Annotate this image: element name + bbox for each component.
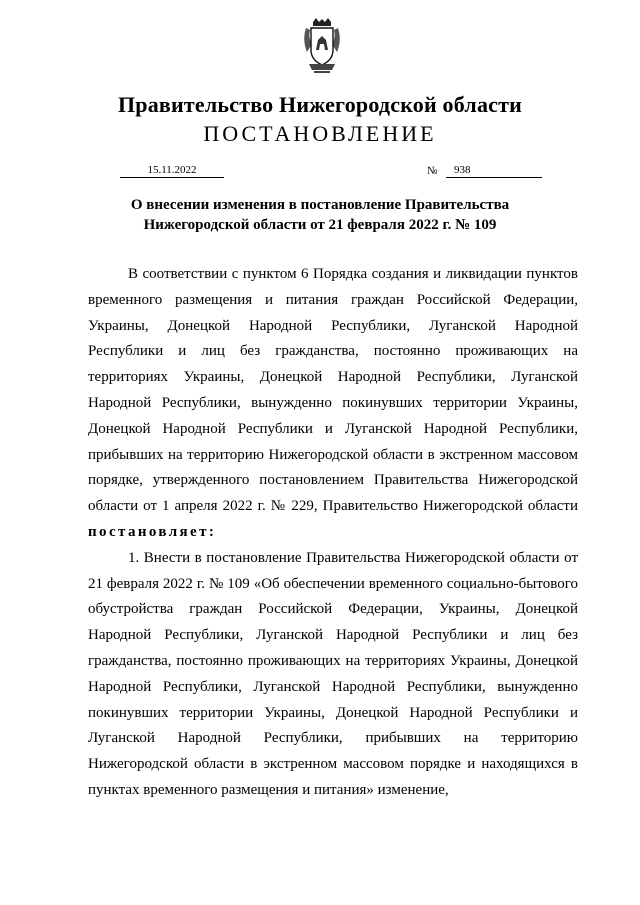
- paragraph-preamble: [88, 262, 578, 546]
- coat-of-arms-icon: [302, 18, 342, 76]
- organization-title: Правительство Нижегородской области: [117, 92, 522, 117]
- number-sign: №: [427, 165, 438, 177]
- subject-line-2: Нижегородской области от 21 февраля 2022 г. № 109: [143, 217, 497, 233]
- decree-word: постановляет:: [88, 523, 217, 540]
- preamble-text: В соответствии с пунктом 6 Порядка создания и ликвидации пунктов временного размещения и питания граждан Российской Федерации, Украины, Донецкой Народной Республики, Луганской Народной Республики и лиц без гражданства, постоянно проживающих на территориях Украины, Донецкой Народной Республики, Луганской Народной Республики, вынужденно покинувших территории Украины, Донецкой Народной Республики и Луганской Народной Республики, прибывших на территорию Нижегородской области в экстренном массовом порядке, утвержденного постановлением Правительства Нижегородской области от 1 апреля 2022 г. № 229, Правительство Нижегородской области: [88, 266, 578, 515]
- document-subject: [60, 195, 580, 235]
- document-body: [88, 262, 578, 804]
- subject-line-1: О внесении изменения в постановление Правительства: [130, 197, 510, 213]
- document-number: 938: [446, 164, 542, 178]
- paragraph-item-1: 1. Внести в постановление Правительства Нижегородской области от 21 февраля 2022 г. № 109 «Об обеспечении временного социально-бытового обустройства граждан Российской Федерации, Украины, Донецкой Народной Республики, Луганской Народной Республики и лиц без гражданства, постоянно проживающих на территориях Украины, Донецкой Народной Республики, Луганской Народной Республики, вынужденно покинувших территории Украины, Донецкой Народной Республики и Луганской Народной Республики, прибывших на территорию Нижегородской области в экстренном массовом порядке и находящихся в пунктах временного размещения и питания» изменение,: [88, 549, 578, 798]
- document-type-title: ПОСТАНОВЛЕНИЕ: [203, 121, 437, 146]
- document-date: 15.11.2022: [120, 164, 224, 178]
